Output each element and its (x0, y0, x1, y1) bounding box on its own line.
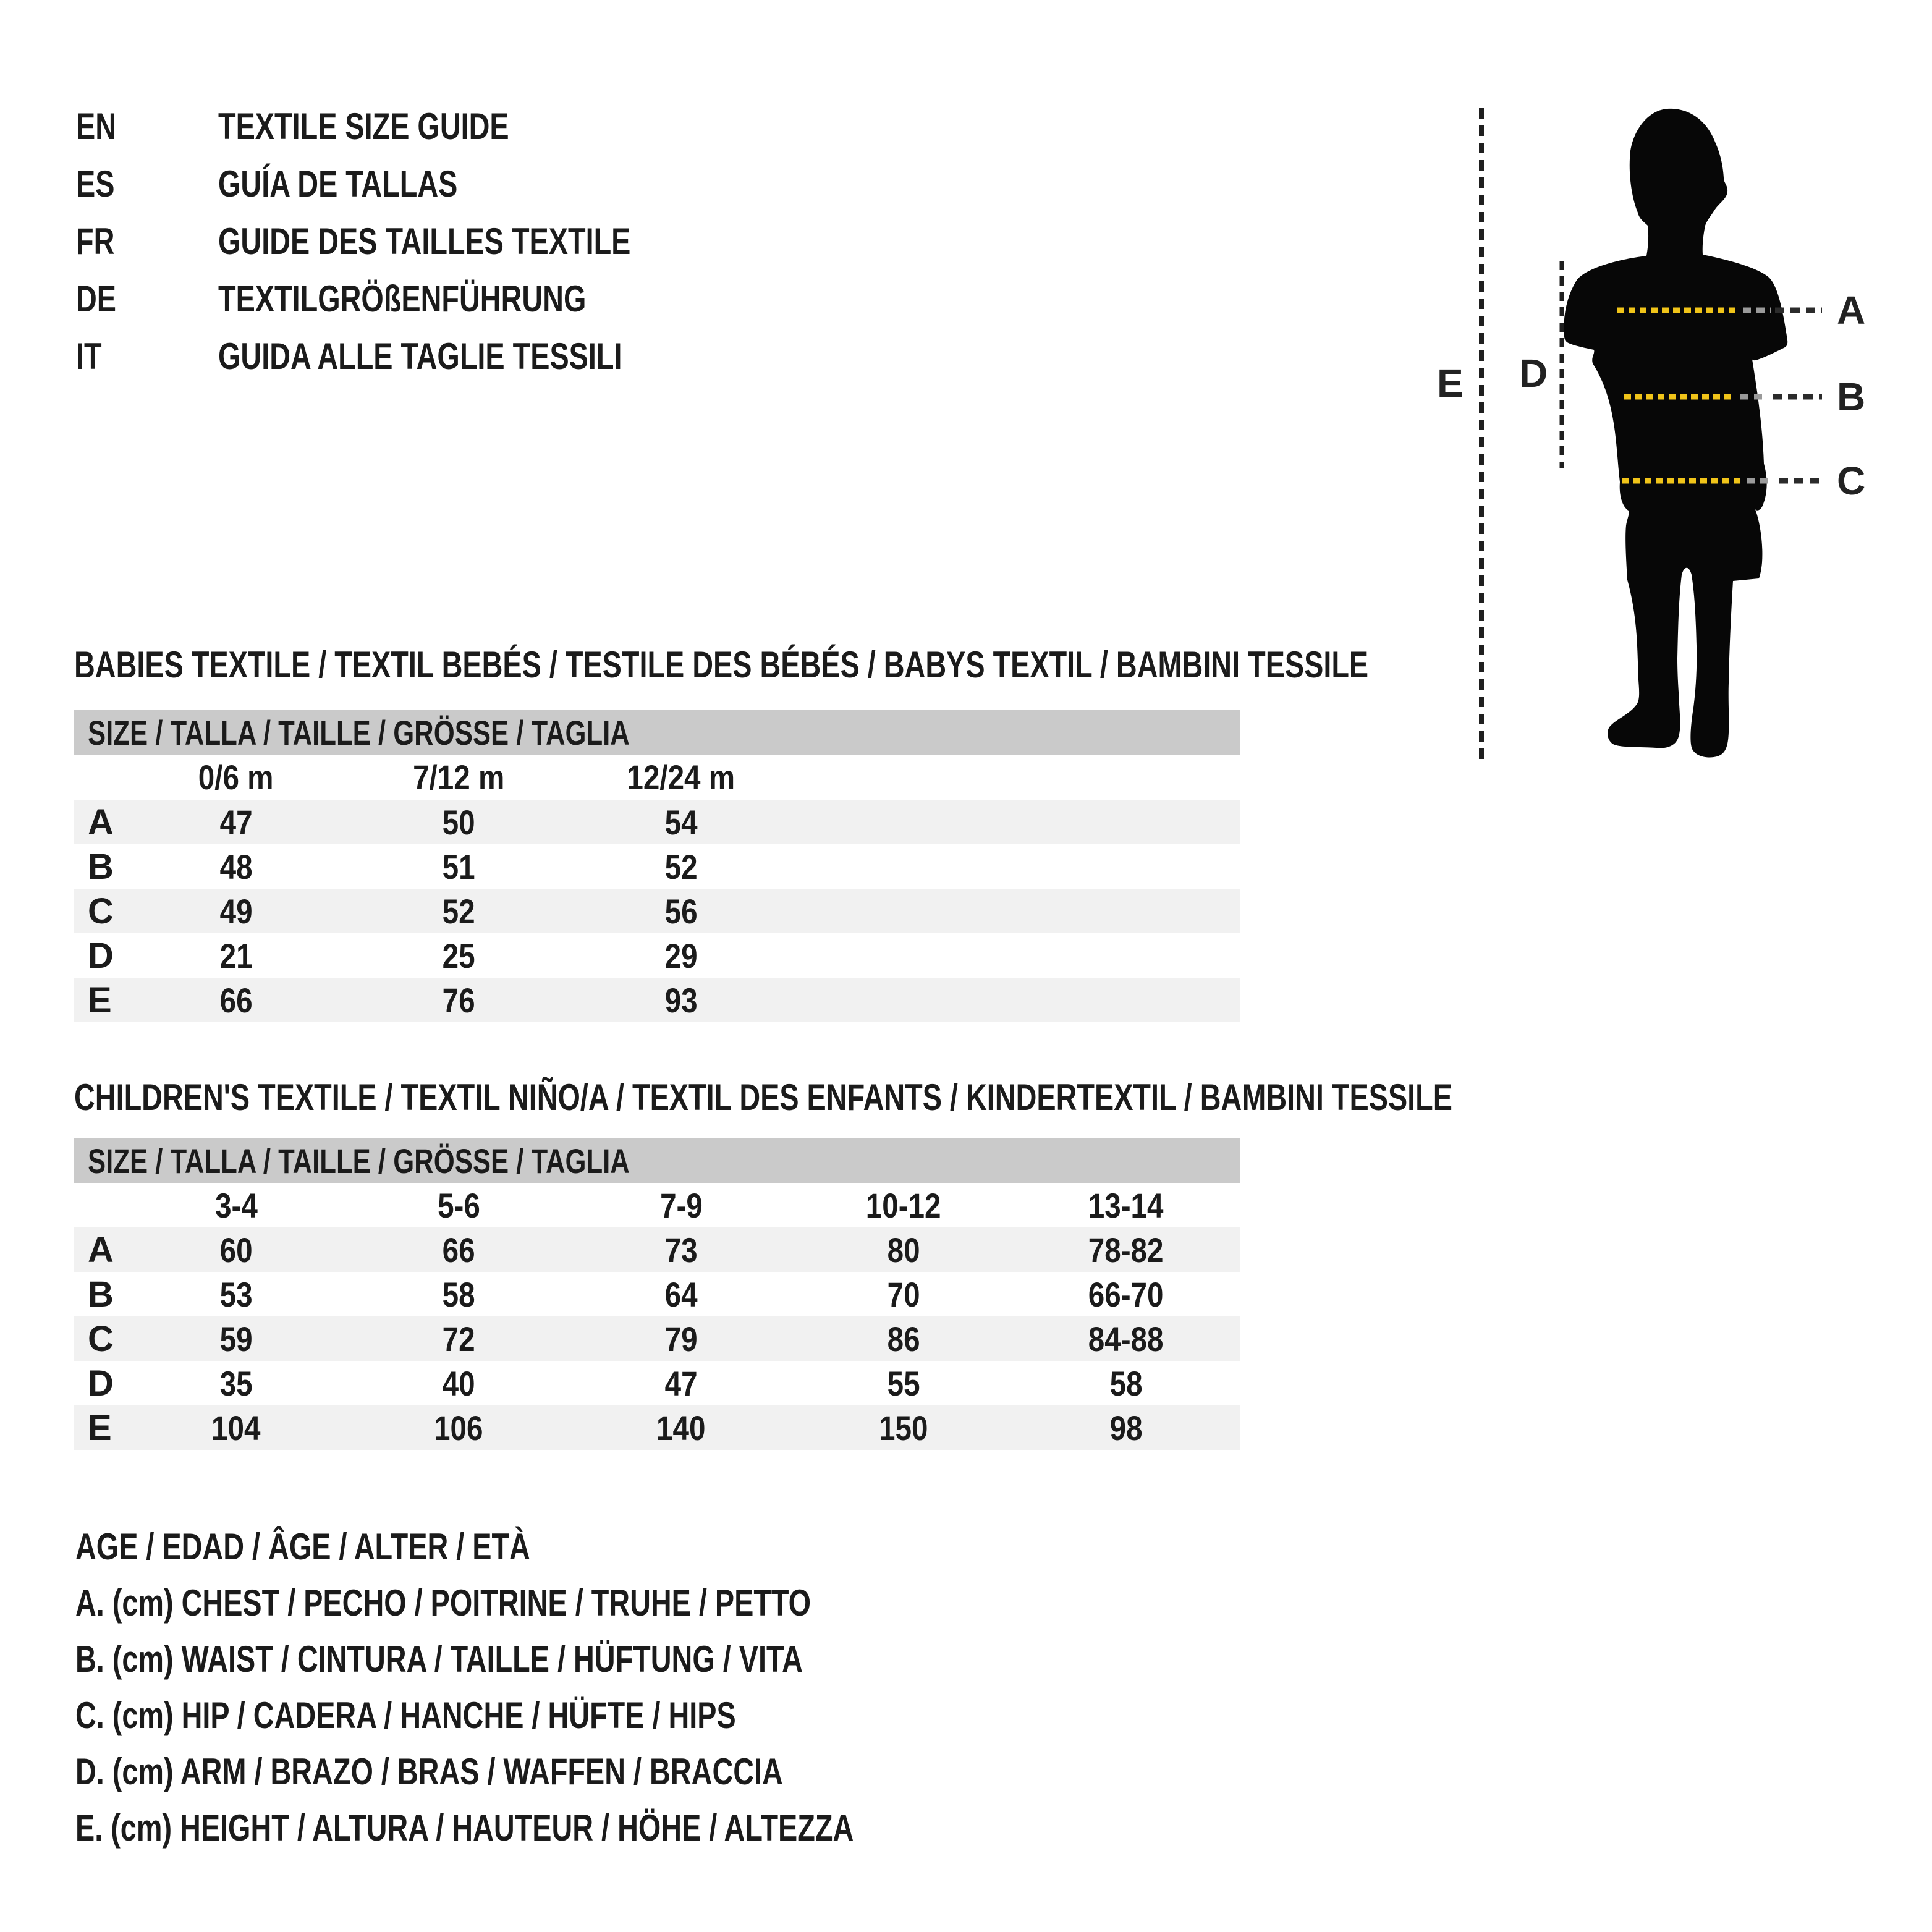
cell-value: 140 (656, 1408, 706, 1447)
row-label: D (88, 1363, 114, 1404)
babies-table (74, 800, 1240, 1022)
cell-value: 78-82 (1088, 1230, 1164, 1269)
children-table-column-headers (74, 1183, 1240, 1228)
language-row-es (76, 155, 747, 213)
cell-value: 72 (442, 1319, 475, 1358)
cell-value: 93 (664, 980, 698, 1020)
language-title: GUIDE DES TAILLES TEXTILE (218, 221, 631, 262)
table-row (74, 978, 1240, 1022)
cell-value: 66 (219, 980, 253, 1020)
diagram-label-c: C (1837, 459, 1866, 503)
babies-size-header-bar: SIZE / TALLA / TAILLE / GRÖSSE / TAGLIA (74, 710, 1240, 755)
cell-value: 86 (887, 1319, 920, 1358)
row-label: E (88, 980, 112, 1020)
row-label: B (88, 1274, 114, 1315)
language-title: TEXTILGRÖßENFÜHRUNG (218, 278, 587, 320)
table-row (74, 1405, 1240, 1450)
cell-value: 84-88 (1088, 1319, 1164, 1358)
cell-value: 35 (219, 1363, 253, 1403)
children-table (74, 1227, 1240, 1450)
cell-value: 47 (664, 1363, 698, 1403)
cell-value: 70 (887, 1274, 920, 1314)
language-code: IT (76, 336, 102, 377)
language-list (76, 98, 747, 385)
cell-value: 25 (442, 936, 475, 975)
legend-line-hip: C. (cm) HIP / CADERA / HANCHE / HÜFTE / HIPS (75, 1695, 736, 1736)
table-row (74, 1227, 1240, 1272)
cell-value: 21 (219, 936, 253, 975)
column-header: 10-12 (866, 1186, 941, 1225)
cell-value: 51 (442, 847, 475, 886)
row-label: D (88, 935, 114, 976)
legend-line-arm: D. (cm) ARM / BRAZO / BRAS / WAFFEN / BRACCIA (75, 1751, 783, 1792)
language-title: GUÍA DE TALLAS (218, 163, 458, 205)
cell-value: 40 (442, 1363, 475, 1403)
cell-value: 76 (442, 980, 475, 1020)
cell-value: 52 (664, 847, 698, 886)
cell-value: 150 (879, 1408, 928, 1447)
cell-value: 64 (664, 1274, 698, 1314)
table-row (74, 889, 1240, 933)
diagram-label-d: D (1519, 351, 1548, 396)
language-code: EN (76, 106, 117, 147)
cell-value: 58 (1109, 1363, 1143, 1403)
cell-value: 80 (887, 1230, 920, 1269)
babies-section-title: BABIES TEXTILE / TEXTIL BEBÉS / TESTILE DES BÉBÉS / BABYS TEXTIL / BAMBINI TESSILE (74, 643, 1369, 685)
row-label: A (88, 1229, 114, 1270)
children-section-title: CHILDREN'S TEXTILE / TEXTIL NIÑO/A / TEXTIL DES ENFANTS / KINDERTEXTIL / BAMBINI TESSILE (74, 1076, 1452, 1118)
cell-value: 56 (664, 891, 698, 931)
legend-line-age: AGE / EDAD / ÂGE / ALTER / ETÀ (75, 1526, 530, 1567)
legend-line-chest: A. (cm) CHEST / PECHO / POITRINE / TRUHE / PETTO (75, 1582, 811, 1624)
legend-line-waist: B. (cm) WAIST / CINTURA / TAILLE / HÜFTUNG / VITA (75, 1638, 803, 1680)
cell-value: 54 (664, 802, 698, 842)
column-header: 5-6 (437, 1186, 480, 1225)
column-header: 0/6 m (198, 758, 274, 797)
language-code: DE (76, 278, 117, 320)
table-row (74, 1316, 1240, 1361)
column-header: 12/24 m (627, 758, 735, 797)
row-label: A (88, 802, 114, 842)
column-header: 7-9 (659, 1186, 703, 1225)
column-header: 13-14 (1088, 1186, 1164, 1225)
column-header: 7/12 m (412, 758, 505, 797)
language-title: GUIDA ALLE TAGLIE TESSILI (218, 336, 622, 377)
row-label: C (88, 1318, 114, 1359)
cell-value: 48 (219, 847, 253, 886)
legend-line-height: E. (cm) HEIGHT / ALTURA / HAUTEUR / HÖHE / ALTEZZA (75, 1807, 854, 1849)
row-label: B (88, 846, 114, 887)
cell-value: 58 (442, 1274, 475, 1314)
diagram-label-a: A (1837, 288, 1866, 333)
table-row (74, 800, 1240, 844)
language-row-en (76, 98, 747, 155)
table-row (74, 844, 1240, 889)
cell-value: 60 (219, 1230, 253, 1269)
language-code: ES (76, 163, 115, 205)
babies-table-column-headers (74, 755, 1240, 800)
measurement-legend (75, 1519, 1073, 1856)
table-row (74, 1272, 1240, 1316)
cell-value: 50 (442, 802, 475, 842)
cell-value: 49 (219, 891, 253, 931)
language-code: FR (76, 221, 115, 262)
cell-value: 106 (434, 1408, 483, 1447)
cell-value: 29 (664, 936, 698, 975)
cell-value: 52 (442, 891, 475, 931)
cell-value: 73 (664, 1230, 698, 1269)
diagram-label-b: B (1837, 375, 1866, 419)
cell-value: 98 (1109, 1408, 1143, 1447)
children-size-header-bar: SIZE / TALLA / TAILLE / GRÖSSE / TAGLIA (74, 1138, 1240, 1183)
cell-value: 59 (219, 1319, 253, 1358)
row-label: E (88, 1407, 112, 1448)
cell-value: 55 (887, 1363, 920, 1403)
cell-value: 66-70 (1088, 1274, 1164, 1314)
cell-value: 79 (664, 1319, 698, 1358)
language-row-de (76, 270, 747, 328)
table-row (74, 1361, 1240, 1405)
row-label: C (88, 891, 114, 931)
cell-value: 104 (211, 1408, 261, 1447)
cell-value: 47 (219, 802, 253, 842)
language-row-it (76, 328, 747, 385)
table-row (74, 933, 1240, 978)
diagram-label-e: E (1437, 361, 1464, 405)
language-row-fr (76, 213, 747, 270)
column-header: 3-4 (214, 1186, 258, 1225)
cell-value: 53 (219, 1274, 253, 1314)
language-title: TEXTILE SIZE GUIDE (218, 106, 509, 147)
corner-cell (74, 755, 125, 800)
corner-cell (74, 1183, 125, 1228)
cell-value: 66 (442, 1230, 475, 1269)
